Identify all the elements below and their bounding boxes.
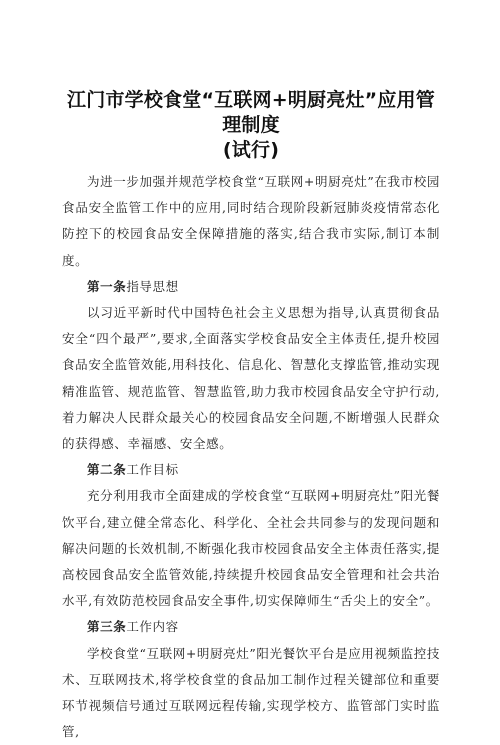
section-heading-3 (62, 614, 440, 640)
section-heading-1 (62, 274, 440, 300)
section-heading-2 (62, 457, 440, 483)
section-title: 指导思想 (126, 278, 179, 294)
section-title: 工作目标 (126, 462, 179, 478)
section-title: 工作内容 (126, 619, 179, 635)
section-number: 第三条 (87, 619, 127, 635)
section-number: 第一条 (87, 278, 127, 294)
intro-paragraph: 为进一步加强并规范学校食堂“互联网+明厨亮灶”在我市校园食品安全监管工作中的应用,同时结合现阶段新冠肺炎疫情常态化防控下的校园食品安全保障措施的落实,结合我市实际,制订本制度。 (62, 174, 440, 268)
document-title (62, 88, 440, 163)
section-paragraph-1: 以习近平新时代中国特色社会主义思想为指导,认真贯彻食品安全“四个最严”,要求,全面落实学校食品安全主体责任,提升校园食品安全监管效能,用科技化、信息化、智慧化支撑监管,推动实现精准监管、规范监管、智慧监管,助力我市校园食品安全守护行动,着力解决人民群众最关心的校园食品安全问题,不断增强人民群众的获得感、幸福感、安全感。 (62, 305, 440, 452)
section-paragraph-3: 学校食堂“互联网+明厨亮灶”阳光餐饮平台是应用视频监控技术、互联网技术,将学校食堂的食品加工制作过程关键部位和重要环节视频信号通过互联网远程传输,实现学校方、监管部门实时监管, (62, 645, 440, 740)
section-paragraph-2: 充分利用我市全面建成的学校食堂“互联网+明厨亮灶”阳光餐饮平台,建立健全常态化、科学化、全社会共同参与的发现问题和解决问题的长效机制,不断强化我市校园食品安全主体责任落实,提高校园食品安全监管效能,持续提升校园食品安全管理和社会共治水平,有效防范校园食品安全事件,切实保障师生“舌尖上的安全”。 (62, 488, 440, 609)
section-number: 第二条 (87, 462, 127, 478)
document-title-line-2: (试行) (222, 139, 280, 161)
document-body (62, 169, 440, 745)
document-title-line-1: 江门市学校食堂“互联网+明厨亮灶”应用管理制度 (67, 89, 435, 136)
